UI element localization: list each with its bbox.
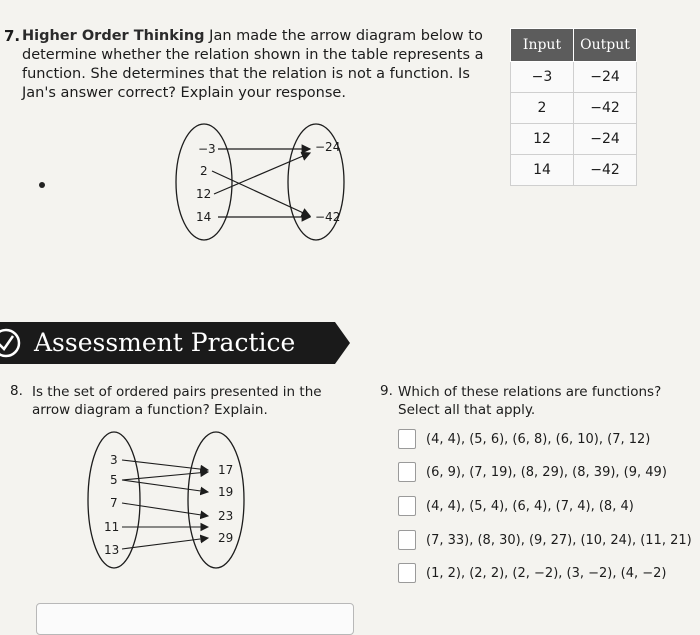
diagram-input-label: 2: [200, 164, 208, 178]
diagram-input-label: 11: [104, 520, 120, 534]
question-9-number: 9.: [380, 383, 393, 399]
question-7-text: Jan made the arrow diagram below to determine whether the relation shown in the table represents a function. She determines that the relation is not a function. Is Jan's answer correct? Explain your response.: [22, 28, 484, 101]
bullet-dot-icon: [39, 182, 45, 188]
answer-option-1[interactable]: [398, 428, 650, 450]
option-label: (6, 9), (7, 19), (8, 29), (8, 39), (9, 49): [426, 464, 667, 480]
question-8-text: Is the set of ordered pairs presented in the arrow diagram a function? Explain.: [32, 384, 322, 418]
question-7-number: 7.: [4, 27, 21, 45]
mapping-arrow: [122, 503, 208, 516]
table-row: [511, 124, 637, 155]
option-checkbox[interactable]: [398, 496, 416, 516]
diagram-input-label: 3: [110, 453, 118, 467]
mapping-arrow: [122, 460, 208, 470]
banner-title: Assessment Practice: [34, 328, 296, 357]
input-output-table: [510, 28, 637, 186]
option-checkbox[interactable]: [398, 530, 416, 550]
table-row: [511, 155, 637, 186]
option-label: (4, 4), (5, 4), (6, 4), (7, 4), (8, 4): [426, 498, 634, 514]
table-cell: −3: [511, 62, 574, 93]
question-8-number: 8.: [10, 383, 23, 399]
table-cell: 2: [511, 93, 574, 124]
question-7-arrow-diagram: [160, 120, 360, 250]
option-label: (1, 2), (2, 2), (2, −2), (3, −2), (4, −2): [426, 565, 667, 581]
question-7-prompt: [22, 27, 492, 103]
mapping-arrow: [212, 171, 310, 216]
option-checkbox[interactable]: [398, 563, 416, 583]
answer-option-2[interactable]: [398, 461, 667, 483]
diagram-input-label: 5: [110, 473, 118, 487]
diagram-output-label: 23: [218, 509, 234, 523]
answer-box[interactable]: [36, 603, 354, 635]
option-checkbox[interactable]: [398, 429, 416, 449]
option-checkbox[interactable]: [398, 462, 416, 482]
diagram-input-label: 7: [110, 496, 118, 510]
diagram-output-label: 19: [218, 485, 234, 499]
table-cell: −24: [574, 124, 637, 155]
diagram-output-label: 17: [218, 463, 234, 477]
table-row: [511, 62, 637, 93]
diagram-input-label: 13: [104, 543, 120, 557]
question-7-title: Higher Order Thinking: [22, 28, 205, 44]
diagram-output-label: 29: [218, 531, 234, 545]
diagram-input-label: 12: [196, 187, 212, 201]
table-cell: −24: [574, 62, 637, 93]
mapping-arrow: [122, 472, 208, 480]
diagram-input-label: 14: [196, 210, 212, 224]
mapping-arrow: [214, 153, 310, 194]
question-8-arrow-diagram: [80, 428, 250, 578]
option-label: (7, 33), (8, 30), (9, 27), (10, 24), (11, 21): [426, 532, 692, 548]
answer-option-4[interactable]: [398, 529, 692, 551]
mapping-arrow: [122, 480, 208, 492]
question-9-text: Which of these relations are functions? Select all that apply.: [398, 384, 662, 418]
diagram-output-label: −42: [315, 210, 341, 224]
output-oval: [188, 432, 244, 568]
table-header-input: Input: [511, 29, 574, 62]
table-cell: −42: [574, 155, 637, 186]
answer-option-3[interactable]: [398, 495, 634, 517]
table-cell: 14: [511, 155, 574, 186]
table-cell: −42: [574, 93, 637, 124]
diagram-input-label: −3: [198, 142, 216, 156]
diagram-output-label: −24: [315, 140, 341, 154]
table-row: [511, 93, 637, 124]
answer-option-5[interactable]: [398, 562, 667, 584]
option-label: (4, 4), (5, 6), (6, 8), (6, 10), (7, 12): [426, 431, 651, 447]
table-header-output: Output: [574, 29, 637, 62]
table-cell: 12: [511, 124, 574, 155]
